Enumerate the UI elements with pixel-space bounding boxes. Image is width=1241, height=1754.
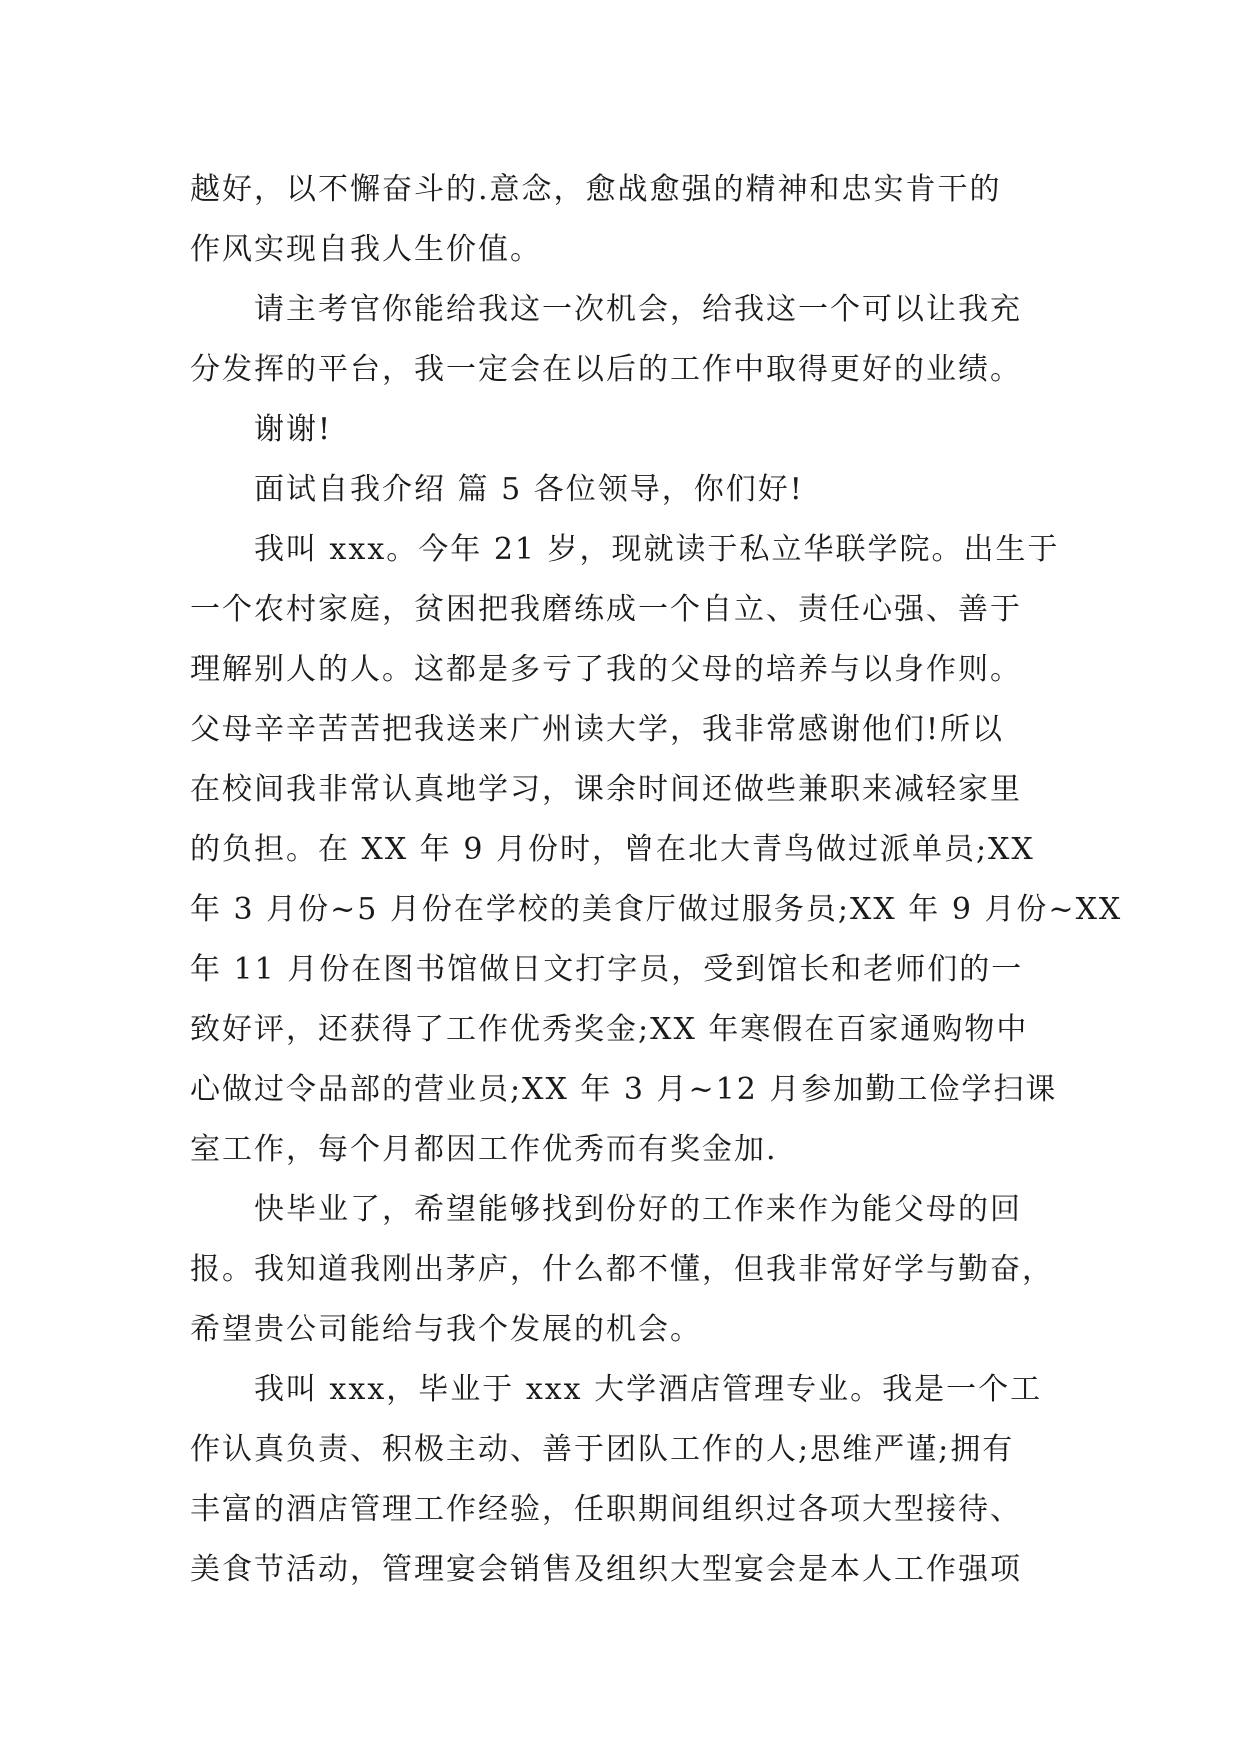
text-line: 作风实现自我人生价值。: [190, 232, 542, 267]
text-line: 面试自我介绍 篇 5 各位领导，你们好!: [254, 472, 804, 507]
text-line: 室工作，每个月都因工作优秀而有奖金加.: [190, 1132, 778, 1167]
text-line: 年 3 月份~5 月份在学校的美食厅做过服务员;XX 年 9 月份~XX: [190, 892, 1123, 927]
text-line: 分发挥的平台，我一定会在以后的工作中取得更好的业绩。: [190, 352, 1022, 387]
text-line: 一个农村家庭，贫困把我磨练成一个自立、责任心强、善于: [190, 592, 1022, 627]
body-text: [190, 160, 1123, 1600]
text-line: 我叫 xxx，毕业于 xxx 大学酒店管理专业。我是一个工: [254, 1372, 1043, 1407]
text-line: 快毕业了，希望能够找到份好的工作来作为能父母的回: [254, 1192, 1022, 1227]
text-line: 父母辛辛苦苦把我送来广州读大学，我非常感谢他们!所以: [190, 712, 1005, 747]
text-line: 丰富的酒店管理工作经验，任职期间组织过各项大型接待、: [190, 1492, 1022, 1527]
text-line: 理解别人的人。这都是多亏了我的父母的培养与以身作则。: [190, 652, 1022, 687]
text-line: 在校间我非常认真地学习，课余时间还做些兼职来减轻家里: [190, 772, 1022, 807]
text-line: 作认真负责、积极主动、善于团队工作的人;思维严谨;拥有: [190, 1432, 1015, 1467]
text-line: 的负担。在 XX 年 9 月份时，曾在北大青鸟做过派单员;XX: [190, 832, 1035, 867]
text-line: 我叫 xxx。今年 21 岁，现就读于私立华联学院。出生于: [254, 532, 1060, 567]
text-line: 心做过令品部的营业员;XX 年 3 月~12 月参加勤工俭学扫课: [190, 1072, 1058, 1107]
text-line: 越好，以不懈奋斗的.意念，愈战愈强的精神和忠实肯干的: [190, 172, 1002, 207]
text-line: 谢谢!: [254, 412, 333, 447]
text-line: 年 11 月份在图书馆做日文打字员，受到馆长和老师们的一: [190, 952, 1024, 987]
text-line: 致好评，还获得了工作优秀奖金;XX 年寒假在百家通购物中: [190, 1012, 1029, 1047]
text-line: 美食节活动，管理宴会销售及组织大型宴会是本人工作强项: [190, 1552, 1022, 1587]
text-line: 希望贵公司能给与我个发展的机会。: [190, 1312, 702, 1347]
text-line: 请主考官你能给我这一次机会，给我这一个可以让我充: [254, 292, 1022, 327]
text-line: 报。我知道我刚出茅庐，什么都不懂，但我非常好学与勤奋，: [190, 1252, 1054, 1287]
